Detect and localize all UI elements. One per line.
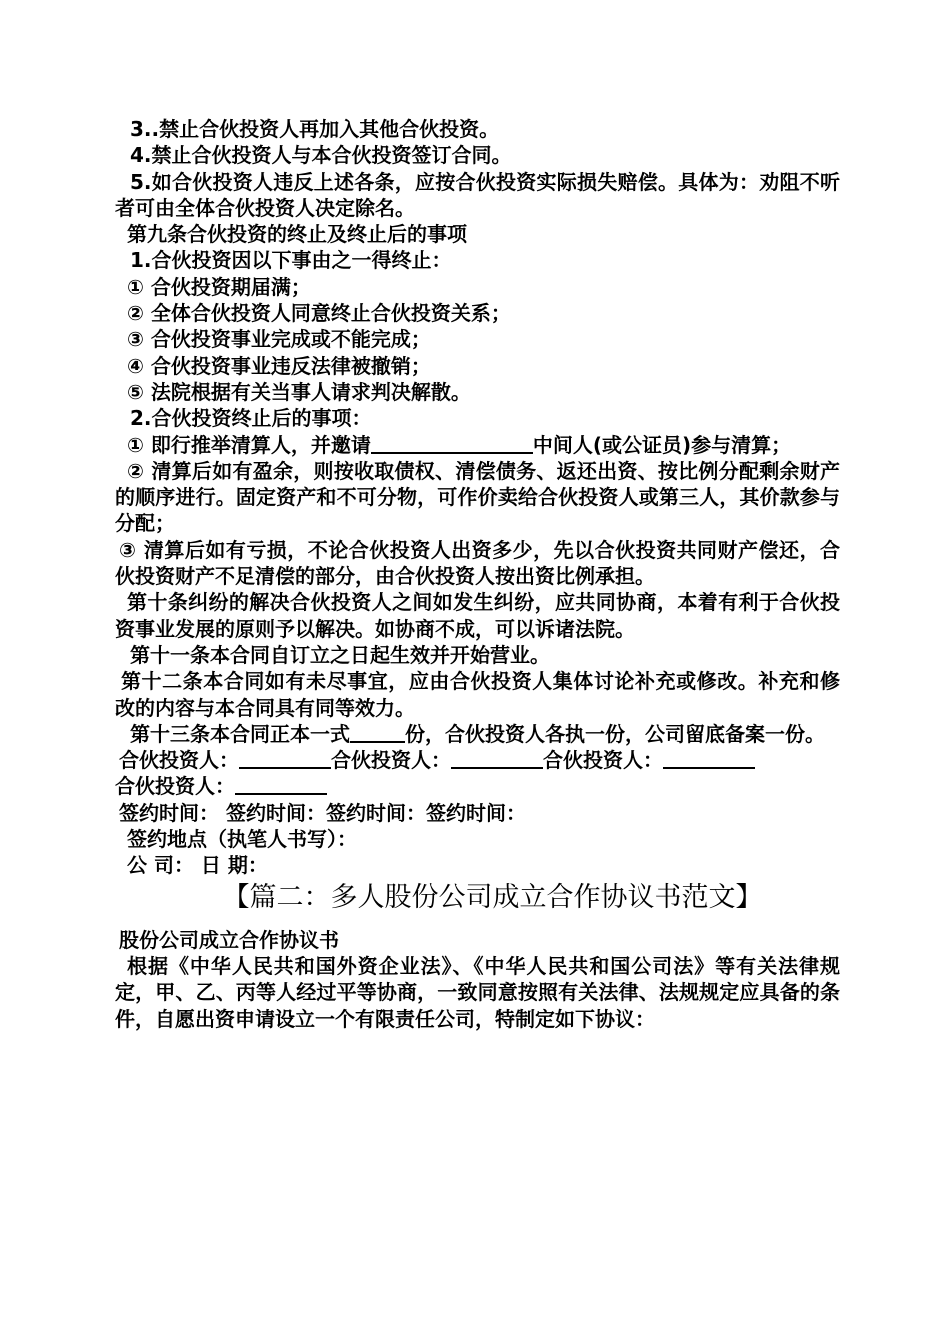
post-termination-heading: 2.合伙投资终止后的事项： bbox=[130, 406, 372, 431]
document-body bbox=[115, 116, 840, 1032]
partner-label-4: 合伙投资人： bbox=[115, 774, 235, 799]
section-title: 【篇二：多人股份公司成立合作协议书范文】 bbox=[222, 881, 763, 913]
item-1-prefix: ① 即行推举清算人，并邀请 bbox=[127, 432, 371, 457]
article-9-heading: 第九条合伙投资的终止及终止后的事项 bbox=[127, 222, 467, 247]
article-13-suffix: 份，合伙投资人各执一份，公司留底备案一份。 bbox=[405, 721, 825, 746]
termination-causes-heading: 1.合伙投资因以下事由之一得终止： bbox=[130, 248, 452, 273]
article-10: 第十条纠纷的解决合伙投资人之间如发生纠纷，应共同协商，本着有利于合伙投资事业发展的原则予以解决。如协商不成，可以诉诸法院。 bbox=[115, 590, 840, 641]
intermediary-blank bbox=[371, 434, 533, 454]
termination-cause-1: ① 合伙投资期届满； bbox=[127, 274, 311, 299]
termination-cause-5: ⑤ 法院根据有关当事人请求判决解散。 bbox=[127, 379, 471, 404]
partner-blank-1 bbox=[239, 749, 331, 769]
agreement-intro: 根据《中华人民共和国外资企业法》、《中华人民共和国公司法》等有关法律规定，甲、乙、丙等人经过平等协商，一致同意按照有关法律、法规规定应具备的条件，自愿出资申请设立一个有限责任公司，特制定如下协议： bbox=[115, 953, 840, 1031]
partner-label-1: 合伙投资人： bbox=[119, 748, 239, 773]
signing-time-row: 签约时间： 签约时间：签约时间：签约时间： bbox=[119, 800, 526, 825]
partner-signature-row-1 bbox=[115, 747, 840, 773]
post-termination-item-1 bbox=[115, 432, 840, 458]
clause-line-3: 3..禁止合伙投资人再加入其他合伙投资。 bbox=[130, 117, 500, 141]
item-1-suffix: 中间人(或公证员)参与清算； bbox=[532, 432, 792, 457]
partner-signature-row-2 bbox=[115, 773, 840, 799]
article-12: 第十二条本合同如有未尽事宜，应由合伙投资人集体讨论补充或修改。补充和修改的内容与本合同具有同等效力。 bbox=[115, 669, 840, 720]
termination-cause-4: ④ 合伙投资事业违反法律被撤销； bbox=[127, 353, 431, 378]
clause-line-4: 4.禁止合伙投资人与本合伙投资签订合同。 bbox=[130, 143, 512, 168]
clause-line-5: 5.如合伙投资人违反上述各条，应按合伙投资实际损失赔偿。具体为：劝阻不听者可由全体合伙投资人决定除名。 bbox=[115, 169, 840, 220]
termination-cause-3: ③ 合伙投资事业完成或不能完成； bbox=[127, 327, 431, 352]
signing-place-row: 签约地点（执笔人书写）： bbox=[127, 827, 357, 852]
partner-blank-2 bbox=[451, 749, 543, 769]
partner-blank-3 bbox=[663, 749, 755, 769]
agreement-subtitle: 股份公司成立合作协议书 bbox=[119, 927, 339, 952]
post-termination-item-2: ② 清算后如有盈余，则按收取债权、清偿债务、返还出资、按比例分配剩余财产的顺序进行。固定资产和不可分物，可作价卖给合伙投资人或第三人，其价款参与分配； bbox=[115, 458, 840, 536]
termination-cause-2: ② 全体合伙投资人同意终止合伙投资关系； bbox=[127, 301, 511, 326]
copies-blank bbox=[350, 723, 405, 743]
company-date-row: 公 司： 日 期： bbox=[127, 853, 268, 878]
article-13-prefix: 第十三条本合同正本一式 bbox=[130, 721, 350, 746]
article-13 bbox=[115, 721, 840, 747]
partner-label-2: 合伙投资人： bbox=[331, 748, 451, 773]
partner-blank-4 bbox=[235, 775, 327, 795]
article-11: 第十一条本合同自订立之日起生效并开始营业。 bbox=[130, 642, 550, 667]
post-termination-item-3: ③ 清算后如有亏损，不论合伙投资人出资多少，先以合伙投资共同财产偿还，合伙投资财产不足清偿的部分，由合伙投资人按出资比例承担。 bbox=[115, 537, 840, 589]
partner-label-3: 合伙投资人： bbox=[543, 748, 663, 773]
